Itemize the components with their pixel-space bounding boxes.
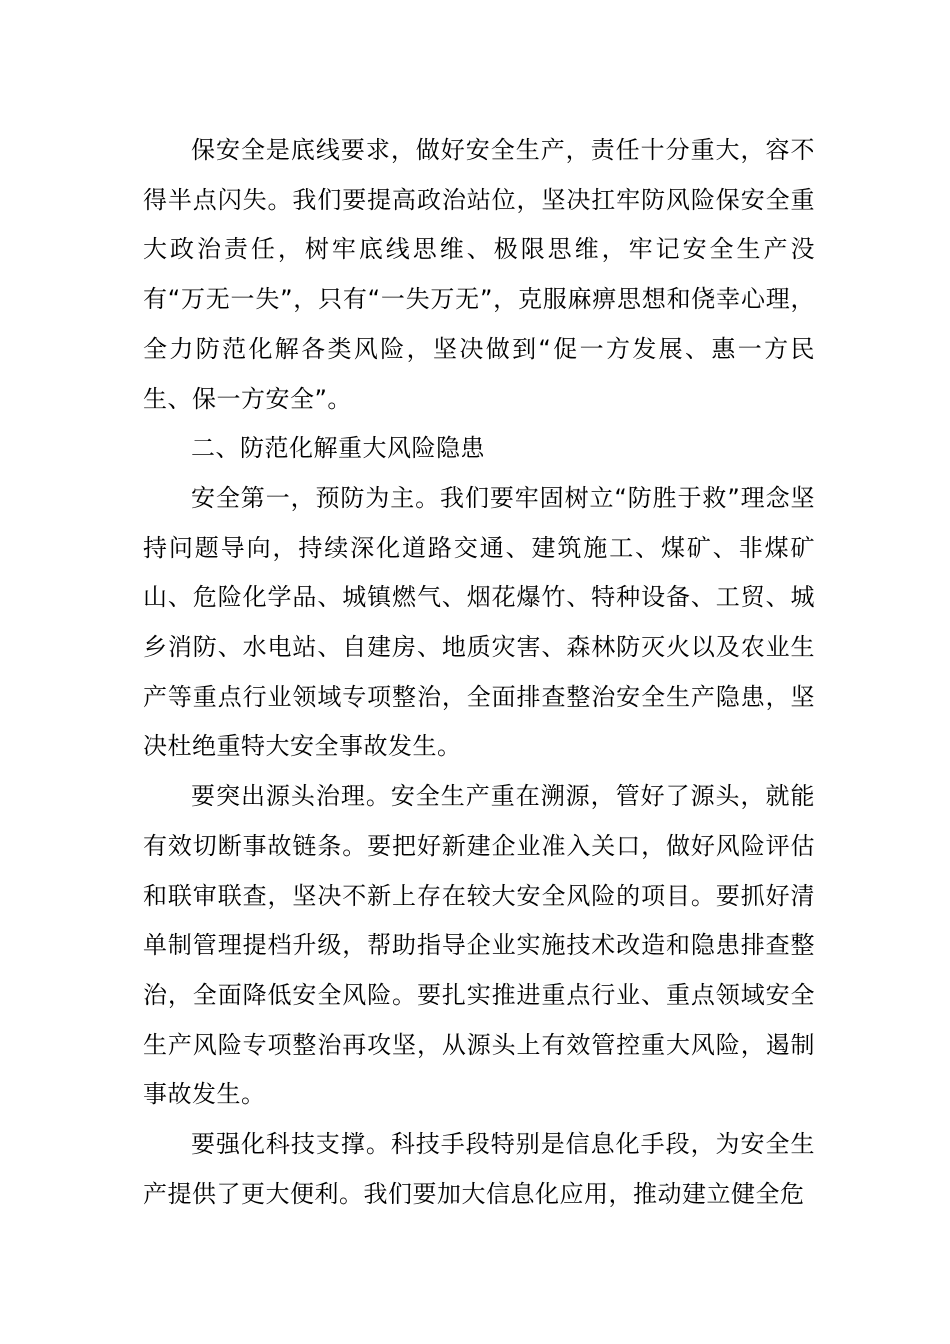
paragraph-source-governance: 要突出源头治理。安全生产重在溯源，管好了源头，就能有效切断事故链条。要把好新建企业准入关口，做好风险评估和联审联查，坚决不新上存在较大安全风险的项目。要抓好清单制管理提档升级，帮助指导企业实施技术改造和隐患排查整治，全面降低安全风险。要扎实推进重点行业、重点领域安全生产风险专项整治再攻坚，从源头上有效管控重大风险，遏制事故发生。 — [143, 782, 815, 1109]
paragraph-tech-support: 要强化科技支撑。科技手段特别是信息化手段，为安全生产提供了更大便利。我们要加大信息化应用，推动建立健全危 — [143, 1130, 815, 1208]
section-heading-risk-prevention: 二、防范化解重大风险隐患 — [191, 434, 485, 463]
paragraph-bottom-line-safety: 保安全是底线要求，做好安全生产，责任十分重大，容不得半点闪失。我们要提高政治站位，坚决扛牢防风险保安全重大政治责任，树牢底线思维、极限思维，牢记安全生产没有“万无一失”，只有“一失万无”，克服麻痹思想和侥幸心理，全力防范化解各类风险，坚决做到“促一方发展、惠一方民生、保一方安全”。 — [143, 136, 815, 413]
paragraph-safety-first: 安全第一，预防为主。我们要牢固树立“防胜于救”理念坚持问题导向，持续深化道路交通、建筑施工、煤矿、非煤矿山、危险化学品、城镇燃气、烟花爆竹、特种设备、工贸、城乡消防、水电站、自建房、地质灾害、森林防灭火以及农业生产等重点行业领域专项整治，全面排查整治安全生产隐患，坚决杜绝重特大安全事故发生。 — [143, 483, 815, 761]
document-body — [143, 126, 815, 1219]
